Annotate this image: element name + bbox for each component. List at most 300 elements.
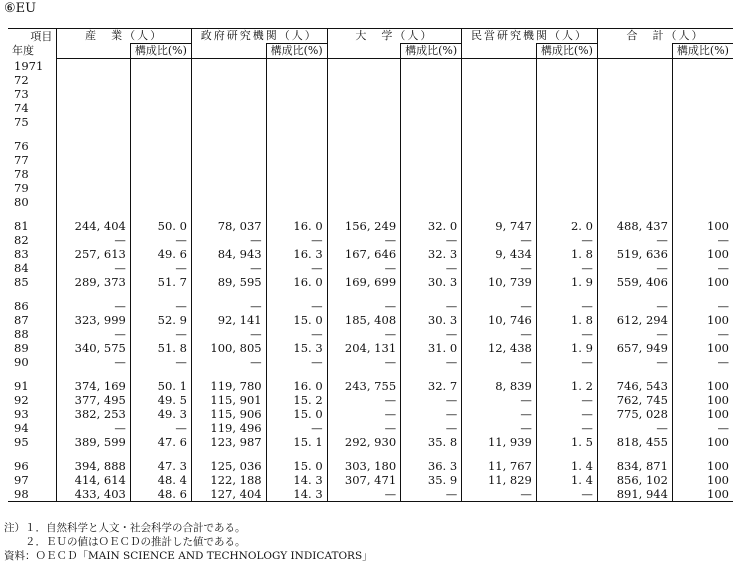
count-cell bbox=[57, 167, 130, 181]
spacer-cell bbox=[597, 449, 672, 459]
spacer-cell bbox=[462, 289, 537, 299]
subheader-count bbox=[327, 44, 400, 59]
count-cell bbox=[191, 59, 266, 74]
ratio-cell bbox=[266, 153, 327, 167]
spacer-cell bbox=[8, 209, 57, 219]
ratio-cell: — bbox=[717, 355, 729, 369]
group-header-university: 大 学（人） bbox=[327, 29, 462, 44]
ratio-cell: 100 bbox=[707, 459, 729, 473]
count-cell bbox=[597, 139, 672, 153]
ratio-cell bbox=[672, 195, 733, 209]
count-cell: 382, 253 bbox=[57, 407, 130, 421]
subheader-ratio: 構成比(%) bbox=[266, 44, 327, 59]
table-row bbox=[8, 327, 733, 341]
ratio-cell bbox=[536, 87, 597, 101]
spacer-cell bbox=[672, 129, 733, 139]
header-row-groups bbox=[8, 29, 733, 44]
ratio-cell: — bbox=[536, 299, 597, 313]
ratio-cell: — bbox=[130, 355, 191, 369]
count-cell: 9, 747 bbox=[462, 219, 537, 233]
subheader-count bbox=[191, 44, 266, 59]
ratio-cell bbox=[401, 73, 462, 87]
count-cell bbox=[57, 115, 130, 129]
ratio-cell bbox=[266, 167, 327, 181]
spacer-cell bbox=[191, 289, 266, 299]
count-cell bbox=[57, 87, 130, 101]
count-cell: — bbox=[462, 299, 537, 313]
count-cell bbox=[462, 153, 537, 167]
count-cell bbox=[327, 101, 400, 115]
ratio-cell bbox=[401, 181, 462, 195]
ratio-cell: 100 bbox=[707, 275, 729, 289]
count-cell: — bbox=[462, 233, 537, 247]
ratio-cell: 47. 6 bbox=[130, 435, 191, 449]
year-cell: 72 bbox=[8, 73, 57, 87]
count-cell bbox=[57, 101, 130, 115]
ratio-cell bbox=[401, 115, 462, 129]
count-cell bbox=[462, 167, 537, 181]
count-cell: 289, 373 bbox=[57, 275, 130, 289]
count-cell: 11, 829 bbox=[462, 473, 537, 487]
count-cell bbox=[57, 139, 130, 153]
ratio-cell: — bbox=[266, 355, 327, 369]
ratio-cell bbox=[672, 139, 733, 153]
ratio-cell: 15. 0 bbox=[266, 313, 327, 327]
ratio-cell: — bbox=[401, 407, 462, 421]
count-cell: — bbox=[597, 299, 672, 313]
count-cell bbox=[191, 167, 266, 181]
count-cell: 394, 888 bbox=[57, 459, 130, 473]
ratio-cell bbox=[130, 101, 191, 115]
count-cell bbox=[462, 73, 537, 87]
year-cell: 75 bbox=[8, 115, 57, 129]
ratio-cell: 35. 8 bbox=[401, 435, 462, 449]
ratio-cell: — bbox=[536, 421, 597, 435]
ratio-cell bbox=[130, 153, 191, 167]
ratio-cell bbox=[401, 101, 462, 115]
spacer-cell bbox=[130, 289, 191, 299]
count-cell: 156, 249 bbox=[327, 219, 400, 233]
ratio-cell: — bbox=[717, 327, 729, 341]
ratio-cell: 100 bbox=[707, 247, 729, 261]
year-cell: 83 bbox=[8, 247, 57, 261]
spacer-cell bbox=[401, 209, 462, 219]
spacer-cell bbox=[57, 449, 130, 459]
count-cell: — bbox=[327, 299, 400, 313]
year-cell: 73 bbox=[8, 87, 57, 101]
year-cell: 82 bbox=[8, 233, 57, 247]
count-cell: 303, 180 bbox=[327, 459, 400, 473]
ratio-cell bbox=[130, 73, 191, 87]
table-row bbox=[8, 299, 733, 313]
ratio-cell: — bbox=[401, 261, 462, 275]
year-cell: 97 bbox=[8, 473, 57, 487]
ratio-cell: 100 bbox=[707, 313, 729, 327]
count-cell: — bbox=[327, 421, 400, 435]
spacer-cell bbox=[327, 289, 400, 299]
ratio-cell: — bbox=[401, 355, 462, 369]
ratio-cell: — bbox=[536, 233, 597, 247]
spacer-row bbox=[8, 369, 733, 379]
count-cell bbox=[462, 181, 537, 195]
subheader-count bbox=[57, 44, 130, 59]
group-header-government: 政府研究機関（人） bbox=[191, 29, 327, 44]
ratio-cell: — bbox=[130, 233, 191, 247]
count-cell: 89, 595 bbox=[191, 275, 266, 289]
ratio-cell bbox=[130, 139, 191, 153]
ratio-cell bbox=[672, 115, 733, 129]
count-cell: — bbox=[327, 233, 400, 247]
year-cell: 96 bbox=[8, 459, 57, 473]
count-cell: 762, 745 bbox=[597, 393, 672, 407]
count-cell: 257, 613 bbox=[57, 247, 130, 261]
subheader-ratio: 構成比(%) bbox=[672, 44, 733, 59]
spacer-cell bbox=[462, 129, 537, 139]
spacer-cell bbox=[57, 209, 130, 219]
count-cell: 11, 767 bbox=[462, 459, 537, 473]
ratio-cell: 16. 0 bbox=[266, 219, 327, 233]
spacer-cell bbox=[327, 209, 400, 219]
count-cell: 167, 646 bbox=[327, 247, 400, 261]
table-row bbox=[8, 181, 733, 195]
spacer-cell bbox=[191, 369, 266, 379]
spacer-cell bbox=[266, 449, 327, 459]
count-cell: 519, 636 bbox=[597, 247, 672, 261]
ratio-cell bbox=[536, 167, 597, 181]
count-cell bbox=[191, 87, 266, 101]
footnote: 注）１．自然科学と人文・社会科学の合計である。 bbox=[4, 522, 246, 534]
ratio-cell bbox=[672, 59, 733, 74]
ratio-cell: — bbox=[717, 421, 729, 435]
count-cell: 488, 437 bbox=[597, 219, 672, 233]
ratio-cell bbox=[401, 167, 462, 181]
ratio-cell: 1. 4 bbox=[536, 459, 597, 473]
count-cell: — bbox=[597, 233, 672, 247]
ratio-cell: — bbox=[536, 487, 597, 502]
count-cell: 775, 028 bbox=[597, 407, 672, 421]
ratio-cell bbox=[266, 87, 327, 101]
ratio-cell bbox=[401, 87, 462, 101]
ratio-cell: 100 bbox=[707, 435, 729, 449]
ratio-cell: — bbox=[717, 261, 729, 275]
ratio-cell: 30. 3 bbox=[401, 275, 462, 289]
count-cell: 340, 575 bbox=[57, 341, 130, 355]
table-row bbox=[8, 87, 733, 101]
count-cell: 123, 987 bbox=[191, 435, 266, 449]
footnotes bbox=[4, 521, 373, 563]
spacer-row bbox=[8, 129, 733, 139]
count-cell: 119, 496 bbox=[191, 421, 266, 435]
count-cell: — bbox=[327, 407, 400, 421]
spacer-cell bbox=[536, 289, 597, 299]
ratio-cell bbox=[130, 181, 191, 195]
ratio-cell: — bbox=[266, 233, 327, 247]
ratio-cell bbox=[672, 87, 733, 101]
spacer-cell bbox=[191, 449, 266, 459]
ratio-cell bbox=[672, 101, 733, 115]
count-cell: 10, 746 bbox=[462, 313, 537, 327]
count-cell bbox=[191, 195, 266, 209]
ratio-cell bbox=[536, 73, 597, 87]
table-row bbox=[8, 421, 733, 435]
table-row bbox=[8, 487, 733, 502]
ratio-cell: 100 bbox=[707, 393, 729, 407]
ratio-cell: — bbox=[401, 299, 462, 313]
year-cell: 78 bbox=[8, 167, 57, 181]
spacer-cell bbox=[401, 129, 462, 139]
spacer-cell bbox=[191, 209, 266, 219]
ratio-cell bbox=[401, 139, 462, 153]
ratio-cell: 36. 3 bbox=[401, 459, 462, 473]
ratio-cell: 15. 3 bbox=[266, 341, 327, 355]
count-cell: — bbox=[57, 233, 130, 247]
table-row bbox=[8, 115, 733, 129]
count-cell: — bbox=[327, 487, 400, 502]
count-cell bbox=[191, 115, 266, 129]
count-cell: — bbox=[597, 421, 672, 435]
corner-item-label: 項目 bbox=[30, 29, 53, 43]
count-cell: — bbox=[191, 355, 266, 369]
spacer-cell bbox=[266, 129, 327, 139]
spacer-cell bbox=[536, 209, 597, 219]
spacer-cell bbox=[57, 289, 130, 299]
table-row bbox=[8, 435, 733, 449]
ratio-cell: 50. 0 bbox=[130, 219, 191, 233]
count-cell: 127, 404 bbox=[191, 487, 266, 502]
spacer-cell bbox=[672, 289, 733, 299]
count-cell: — bbox=[597, 327, 672, 341]
ratio-cell: 32. 3 bbox=[401, 247, 462, 261]
count-cell bbox=[57, 73, 130, 87]
count-cell: 11, 939 bbox=[462, 435, 537, 449]
subheader-ratio: 構成比(%) bbox=[130, 44, 191, 59]
count-cell: 169, 699 bbox=[327, 275, 400, 289]
count-cell bbox=[462, 87, 537, 101]
ratio-cell: 100 bbox=[707, 341, 729, 355]
spacer-row bbox=[8, 209, 733, 219]
spacer-cell bbox=[597, 369, 672, 379]
count-cell: — bbox=[191, 327, 266, 341]
ratio-cell bbox=[536, 181, 597, 195]
count-cell bbox=[191, 153, 266, 167]
count-cell bbox=[57, 181, 130, 195]
ratio-cell: 14. 3 bbox=[266, 487, 327, 502]
spacer-cell bbox=[191, 129, 266, 139]
ratio-cell: 30. 3 bbox=[401, 313, 462, 327]
table-row bbox=[8, 393, 733, 407]
table-body bbox=[8, 59, 733, 502]
count-cell: 389, 599 bbox=[57, 435, 130, 449]
count-cell: 243, 755 bbox=[327, 379, 400, 393]
count-cell bbox=[327, 139, 400, 153]
spacer-cell bbox=[327, 449, 400, 459]
spacer-cell bbox=[130, 209, 191, 219]
table-row bbox=[8, 275, 733, 289]
ratio-cell: — bbox=[266, 327, 327, 341]
count-cell: 92, 141 bbox=[191, 313, 266, 327]
spacer-cell bbox=[462, 209, 537, 219]
year-cell: 80 bbox=[8, 195, 57, 209]
ratio-cell: 100 bbox=[707, 219, 729, 233]
ratio-cell: 35. 9 bbox=[401, 473, 462, 487]
ratio-cell: — bbox=[536, 407, 597, 421]
ratio-cell: 16. 3 bbox=[266, 247, 327, 261]
subheader-count bbox=[597, 44, 672, 59]
ratio-cell: — bbox=[401, 327, 462, 341]
count-cell: 84, 943 bbox=[191, 247, 266, 261]
spacer-cell bbox=[462, 449, 537, 459]
count-cell: — bbox=[57, 261, 130, 275]
ratio-cell: — bbox=[130, 261, 191, 275]
count-cell: 10, 739 bbox=[462, 275, 537, 289]
table-row bbox=[8, 59, 733, 74]
spacer-row bbox=[8, 289, 733, 299]
year-cell: 85 bbox=[8, 275, 57, 289]
ratio-cell: 49. 6 bbox=[130, 247, 191, 261]
count-cell bbox=[462, 139, 537, 153]
count-cell bbox=[327, 181, 400, 195]
ratio-cell: 1. 8 bbox=[536, 247, 597, 261]
spacer-cell bbox=[8, 129, 57, 139]
ratio-cell: — bbox=[536, 261, 597, 275]
year-cell: 92 bbox=[8, 393, 57, 407]
year-cell: 76 bbox=[8, 139, 57, 153]
table-title: ⑥EU bbox=[4, 1, 37, 16]
ratio-cell bbox=[266, 139, 327, 153]
year-cell: 74 bbox=[8, 101, 57, 115]
ratio-cell: — bbox=[130, 299, 191, 313]
corner-cell bbox=[8, 29, 57, 59]
table-row bbox=[8, 153, 733, 167]
subheader-ratio: 構成比(%) bbox=[536, 44, 597, 59]
count-cell: 125, 036 bbox=[191, 459, 266, 473]
table-row bbox=[8, 167, 733, 181]
count-cell bbox=[327, 59, 400, 74]
year-cell: 93 bbox=[8, 407, 57, 421]
ratio-cell bbox=[401, 195, 462, 209]
subheader-count bbox=[462, 44, 537, 59]
ratio-cell bbox=[266, 195, 327, 209]
count-cell bbox=[327, 87, 400, 101]
ratio-cell bbox=[130, 167, 191, 181]
spacer-cell bbox=[130, 129, 191, 139]
count-cell: 559, 406 bbox=[597, 275, 672, 289]
ratio-cell: — bbox=[401, 393, 462, 407]
count-cell bbox=[327, 153, 400, 167]
count-cell bbox=[327, 167, 400, 181]
count-cell bbox=[597, 59, 672, 74]
ratio-cell: — bbox=[717, 299, 729, 313]
ratio-cell: — bbox=[266, 421, 327, 435]
count-cell: — bbox=[327, 327, 400, 341]
ratio-cell: 31. 0 bbox=[401, 341, 462, 355]
count-cell: 834, 871 bbox=[597, 459, 672, 473]
count-cell: — bbox=[57, 355, 130, 369]
researchers-table bbox=[8, 28, 733, 502]
ratio-cell: — bbox=[536, 393, 597, 407]
count-cell bbox=[191, 139, 266, 153]
year-cell: 87 bbox=[8, 313, 57, 327]
count-cell: 323, 999 bbox=[57, 313, 130, 327]
spacer-cell bbox=[57, 129, 130, 139]
count-cell bbox=[597, 87, 672, 101]
count-cell bbox=[597, 181, 672, 195]
count-cell: 115, 906 bbox=[191, 407, 266, 421]
table-row bbox=[8, 219, 733, 233]
count-cell bbox=[462, 59, 537, 74]
ratio-cell bbox=[401, 59, 462, 74]
count-cell: 307, 471 bbox=[327, 473, 400, 487]
table-row bbox=[8, 195, 733, 209]
count-cell bbox=[597, 101, 672, 115]
count-cell bbox=[57, 195, 130, 209]
spacer-cell bbox=[401, 449, 462, 459]
ratio-cell: 1. 9 bbox=[536, 275, 597, 289]
year-cell: 98 bbox=[8, 487, 57, 502]
year-cell: 77 bbox=[8, 153, 57, 167]
spacer-cell bbox=[8, 449, 57, 459]
count-cell: — bbox=[327, 355, 400, 369]
source-note: 資料：ＯＥＣＤ「MAIN SCIENCE AND TECHNOLOGY INDICATORS」 bbox=[4, 550, 373, 562]
ratio-cell bbox=[536, 139, 597, 153]
ratio-cell: — bbox=[401, 233, 462, 247]
ratio-cell: 48. 6 bbox=[130, 487, 191, 502]
ratio-cell: — bbox=[266, 299, 327, 313]
spacer-cell bbox=[8, 289, 57, 299]
count-cell bbox=[191, 101, 266, 115]
ratio-cell: 1. 5 bbox=[536, 435, 597, 449]
ratio-cell: 16. 0 bbox=[266, 379, 327, 393]
ratio-cell: 15. 1 bbox=[266, 435, 327, 449]
ratio-cell: — bbox=[130, 327, 191, 341]
ratio-cell bbox=[266, 73, 327, 87]
table-row bbox=[8, 261, 733, 275]
count-cell: — bbox=[57, 299, 130, 313]
count-cell: 9, 434 bbox=[462, 247, 537, 261]
table-row bbox=[8, 407, 733, 421]
count-cell: 12, 438 bbox=[462, 341, 537, 355]
ratio-cell bbox=[266, 181, 327, 195]
ratio-cell bbox=[130, 87, 191, 101]
table-row bbox=[8, 341, 733, 355]
count-cell: 377, 495 bbox=[57, 393, 130, 407]
ratio-cell: 1. 9 bbox=[536, 341, 597, 355]
year-cell: 1971 bbox=[8, 59, 57, 74]
count-cell: 374, 169 bbox=[57, 379, 130, 393]
ratio-cell: 48. 4 bbox=[130, 473, 191, 487]
count-cell: 115, 901 bbox=[191, 393, 266, 407]
count-cell: 856, 102 bbox=[597, 473, 672, 487]
ratio-cell: 1. 8 bbox=[536, 313, 597, 327]
table-row bbox=[8, 73, 733, 87]
year-cell: 88 bbox=[8, 327, 57, 341]
ratio-cell bbox=[401, 153, 462, 167]
ratio-cell: — bbox=[401, 421, 462, 435]
count-cell bbox=[462, 101, 537, 115]
ratio-cell: — bbox=[717, 233, 729, 247]
ratio-cell bbox=[672, 73, 733, 87]
ratio-cell bbox=[536, 195, 597, 209]
count-cell bbox=[191, 181, 266, 195]
table-row bbox=[8, 247, 733, 261]
ratio-cell bbox=[536, 115, 597, 129]
year-cell: 94 bbox=[8, 421, 57, 435]
count-cell bbox=[57, 153, 130, 167]
spacer-cell bbox=[130, 449, 191, 459]
year-cell: 89 bbox=[8, 341, 57, 355]
year-cell: 86 bbox=[8, 299, 57, 313]
count-cell: — bbox=[597, 355, 672, 369]
